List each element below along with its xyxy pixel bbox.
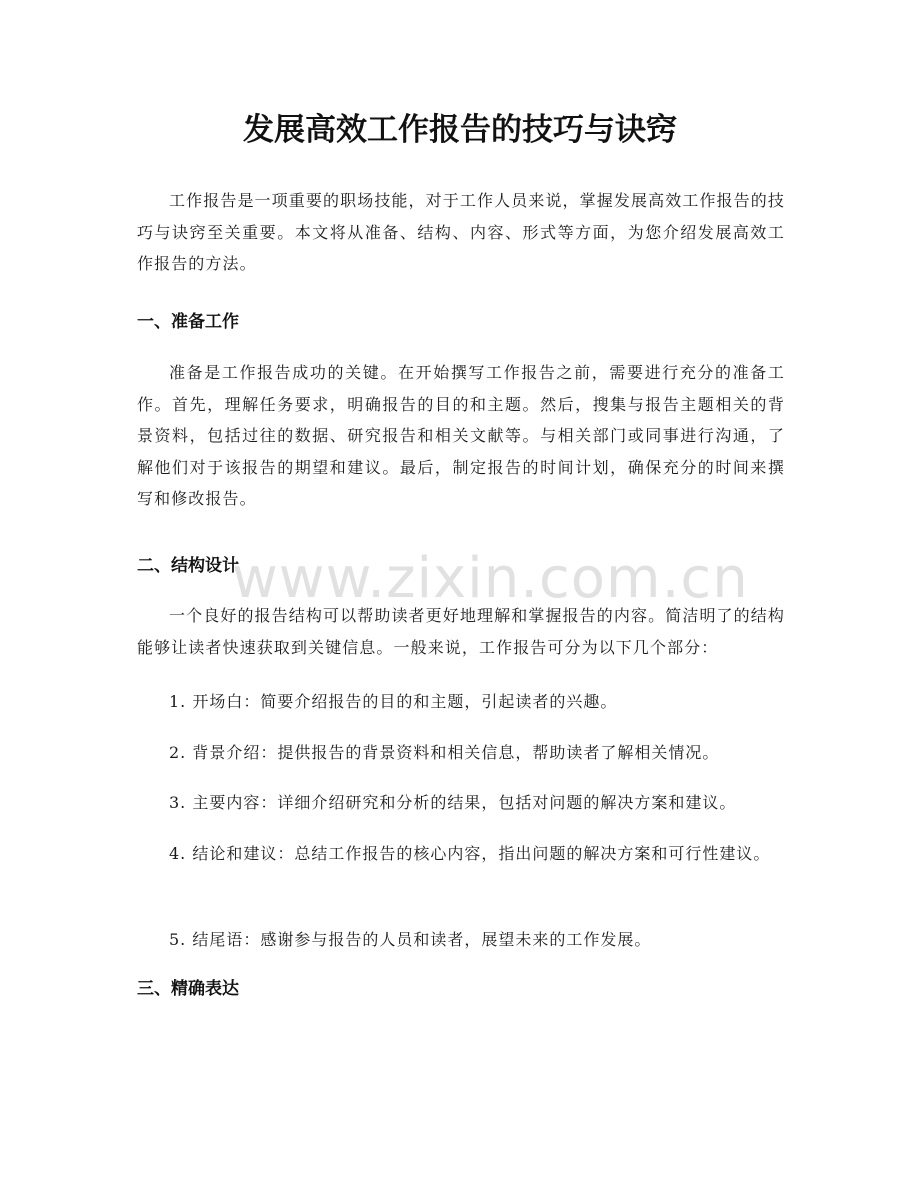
list-item: 3. 主要内容：详细介绍研究和分析的结果，包括对问题的解决方案和建议。 (169, 793, 737, 812)
document-title: 发展高效工作报告的技巧与诀窍 (243, 112, 677, 148)
section-paragraph-preparation: 准备是工作报告成功的关键。在开始撰写工作报告之前，需要进行充分的准备工作。首先，理解任务要求，明确报告的目的和主题。然后，搜集与报告主题相关的背景资料，包括过往的数据、研究报告和相关文献等。与相关部门或同事进行沟通，了解他们对于该报告的期望和建议。最后，制定报告的时间计划，确保充分的时间来撰写和修改报告。 (137, 363, 785, 508)
list-item: 4. 结论和建议：总结工作报告的核心内容，指出问题的解决方案和可行性建议。 (169, 844, 771, 863)
list-item: 1. 开场白：简要介绍报告的目的和主题，引起读者的兴趣。 (169, 692, 618, 711)
list-item: 5. 结尾语：感谢参与报告的人员和读者，展望未来的工作发展。 (169, 930, 652, 949)
list-item: 2. 背景介绍：提供报告的背景资料和相关信息，帮助读者了解相关情况。 (169, 743, 720, 762)
section-paragraph-structure: 一个良好的报告结构可以帮助读者更好地理解和掌握报告的内容。简洁明了的结构能够让读者快速获取到关键信息。一般来说，工作报告可分为以下几个部分： (137, 606, 785, 657)
section-heading-expression: 三、精确表达 (137, 979, 239, 999)
intro-paragraph: 工作报告是一项重要的职场技能，对于工作人员来说，掌握发展高效工作报告的技巧与诀窍至关重要。本文将从准备、结构、内容、形式等方面，为您介绍发展高效工作报告的方法。 (137, 191, 785, 273)
watermark: www.zixin.com.cn (232, 546, 749, 611)
section-heading-structure: 二、结构设计 (137, 556, 239, 576)
section-heading-preparation: 一、准备工作 (137, 312, 239, 332)
